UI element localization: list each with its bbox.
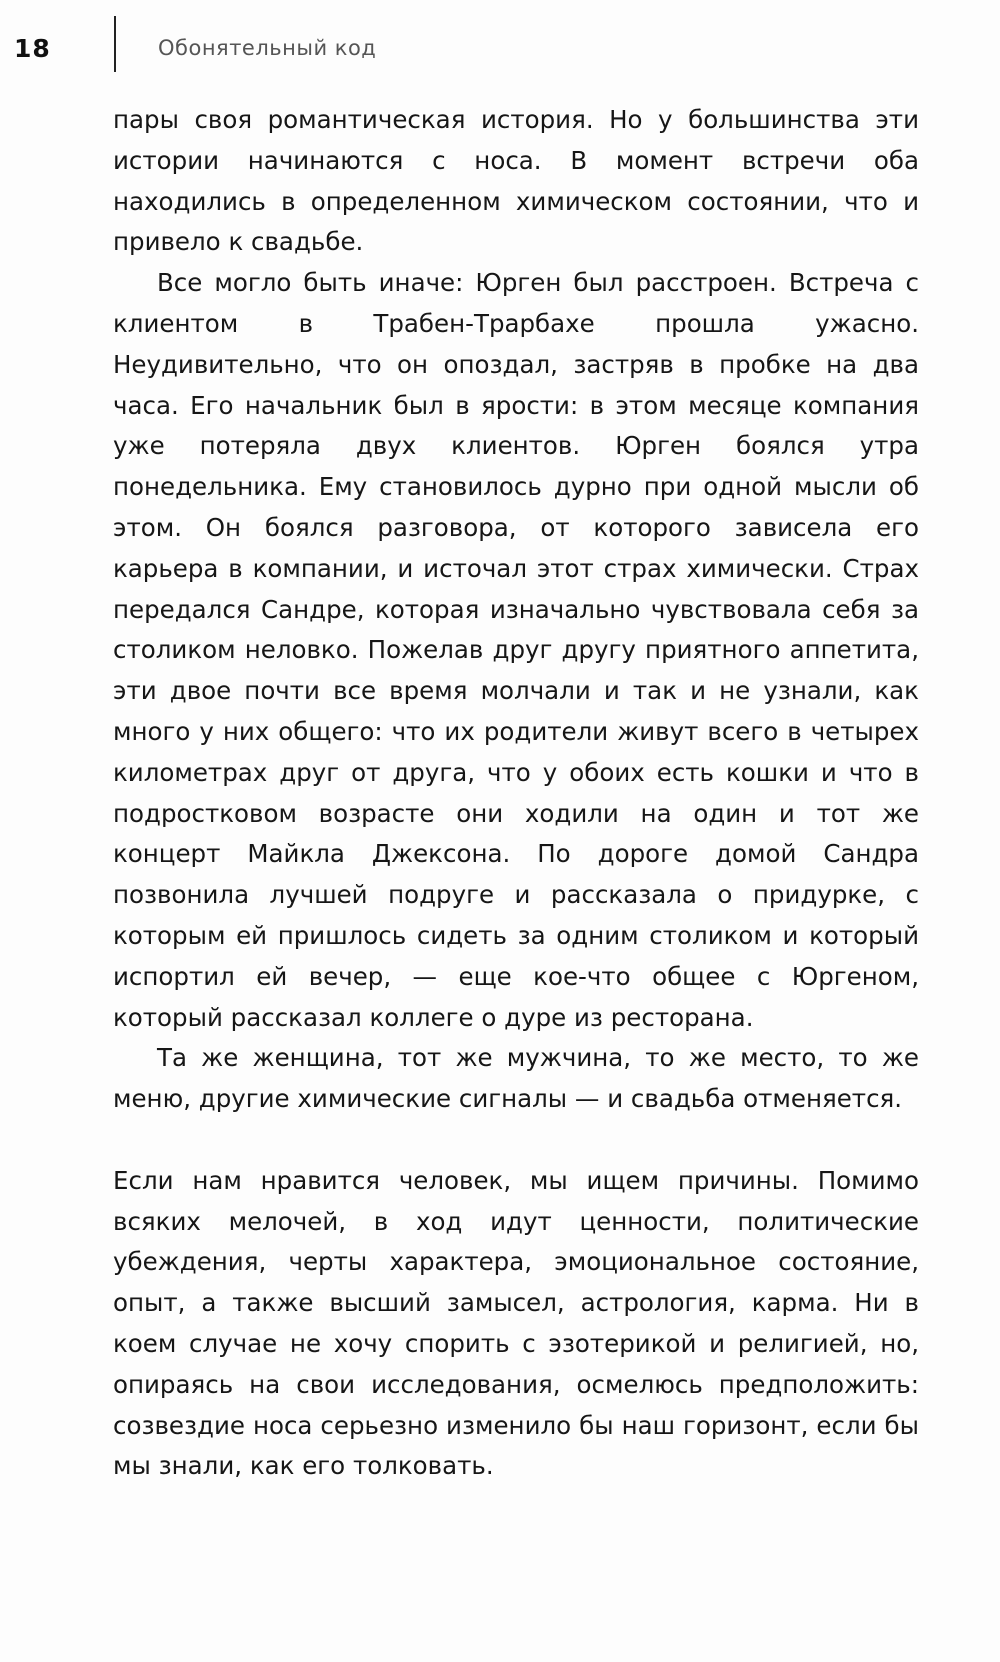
running-header xyxy=(0,28,1000,88)
paragraph-continuation: пары своя романтическая история. Но у большинства эти истории начинаются с носа. В момент встречи оба находились в определенном химическом состоянии, что и привело к свадьбе. xyxy=(113,105,919,257)
paragraph: Та же женщина, тот же мужчина, то же место, то же меню, другие химические сигналы — и свадьба отменяется. xyxy=(113,1043,919,1114)
paragraph-new-section: Если нам нравится человек, мы ищем причины. Помимо всяких мелочей, в ход идут ценности, политические убеждения, черты характера, эмоциональное состояние, опыт, а также высший замысел, астрология, карма. Ни в коем случае не хочу спорить с эзотерикой и религией, но, опираясь на свои исследования, осмелюсь предположить: созвездие носа серьезно изменило бы наш горизонт, если бы мы знали, как его толковать. xyxy=(113,1165,919,1481)
header-divider xyxy=(114,16,116,72)
section-title: Обонятельный код xyxy=(158,36,377,60)
paragraph: Все могло быть иначе: Юрген был расстроен. Встреча с клиентом в Трабен-Трарбахе прошла ужасно. Неудивительно, что он опоздал, застряв в пробке на два часа. Его начальник был в ярости: в этом месяце компания уже потеряла двух клиентов. Юрген боялся утра понедельника. Ему становилось дурно при одной мысли об этом. Он боялся разговора, от которого зависела его карьера в компании, и источал этот страх химически. Страх передался Сандре, которая изначально чувствовала себя за столиком неловко. Пожелав друг другу приятного аппетита, эти двое почти все время молчали и так и не узнали, как много у них общего: что их родители живут всего в четырех километрах друг от друга, что у обоих есть кошки и что в подростковом возрасте они ходили на один и тот же концерт Майкла Джексона. По дороге домой Сандра позвонила лучшей подруге и рассказала о придурке, с которым ей пришлось сидеть за одним столиком и который испортил ей вечер, — еще кое-что общее с Юргеном, который рассказал коллеге о дуре из ресторана. xyxy=(113,268,919,1032)
page-number: 18 xyxy=(14,34,51,63)
body-text xyxy=(113,100,919,1487)
